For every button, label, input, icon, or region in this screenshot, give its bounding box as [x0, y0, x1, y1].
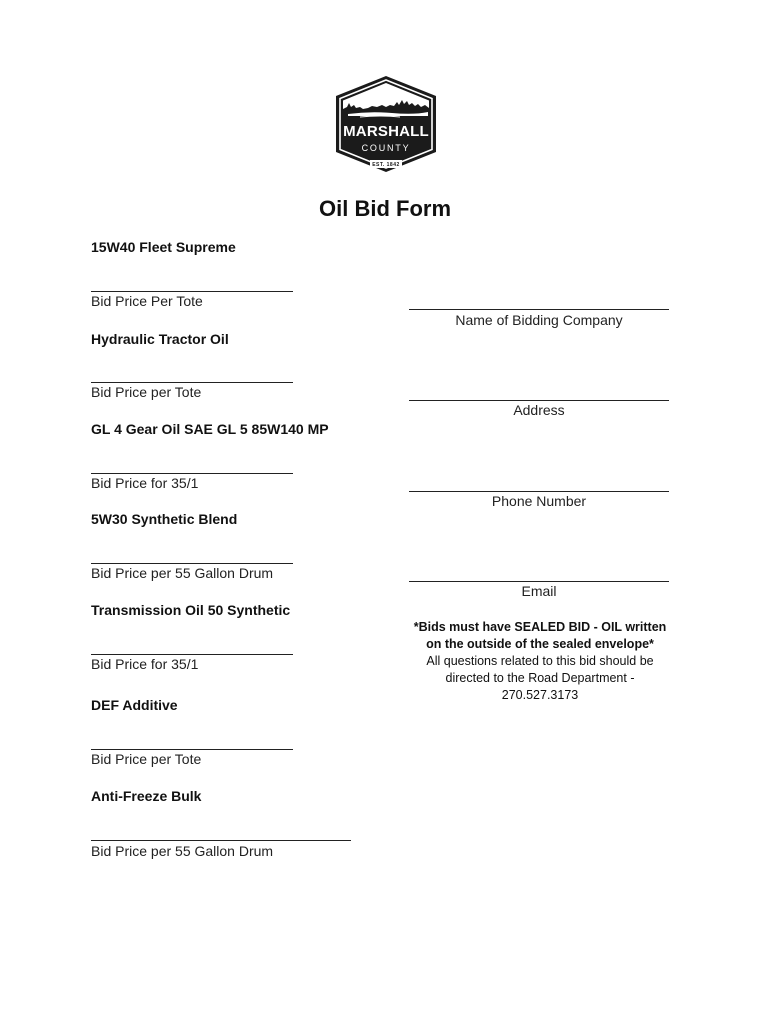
sealed-bid-note: *Bids must have SEALED BID - OIL written — [413, 620, 667, 634]
sealed-bid-note: on the outside of the sealed envelope* — [426, 637, 654, 651]
logo-wordmark: MARSHALL — [343, 123, 429, 140]
item-label: Bid Price per 55 Gallon Drum — [91, 843, 274, 859]
bid-price-line[interactable] — [91, 840, 351, 841]
company-name-label: Name of Bidding Company — [455, 312, 623, 328]
email-label: Email — [521, 583, 557, 599]
item-label: Bid Price per Tote — [91, 751, 202, 767]
company-name-line[interactable] — [409, 309, 669, 310]
item-name: DEF Additive — [91, 697, 178, 713]
item-label: Bid Price per Tote — [91, 384, 202, 400]
item-label: Bid Price per 55 Gallon Drum — [91, 565, 274, 581]
form-title: Oil Bid Form — [319, 196, 451, 221]
item-name: Hydraulic Tractor Oil — [91, 331, 229, 347]
logo-subtitle: COUNTY — [361, 143, 411, 153]
phone-number-label: Phone Number — [491, 493, 587, 509]
address-label: Address — [513, 402, 565, 418]
questions-note: directed to the Road Department - — [445, 671, 635, 685]
logo-established: EST. 1842 — [372, 162, 400, 168]
questions-note: All questions related to this bid should be — [426, 654, 654, 668]
item-name: 5W30 Synthetic Blend — [91, 511, 238, 527]
item-name: GL 4 Gear Oil SAE GL 5 85W140 MP — [91, 421, 329, 437]
road-department-phone: 270.527.3173 — [501, 688, 579, 702]
item-label: Bid Price Per Tote — [91, 293, 203, 309]
item-label: Bid Price for 35/1 — [91, 656, 199, 672]
item-name: Anti-Freeze Bulk — [91, 788, 202, 804]
item-name: 15W40 Fleet Supreme — [91, 239, 236, 255]
item-name: Transmission Oil 50 Synthetic — [91, 602, 291, 618]
item-label: Bid Price for 35/1 — [91, 475, 199, 491]
